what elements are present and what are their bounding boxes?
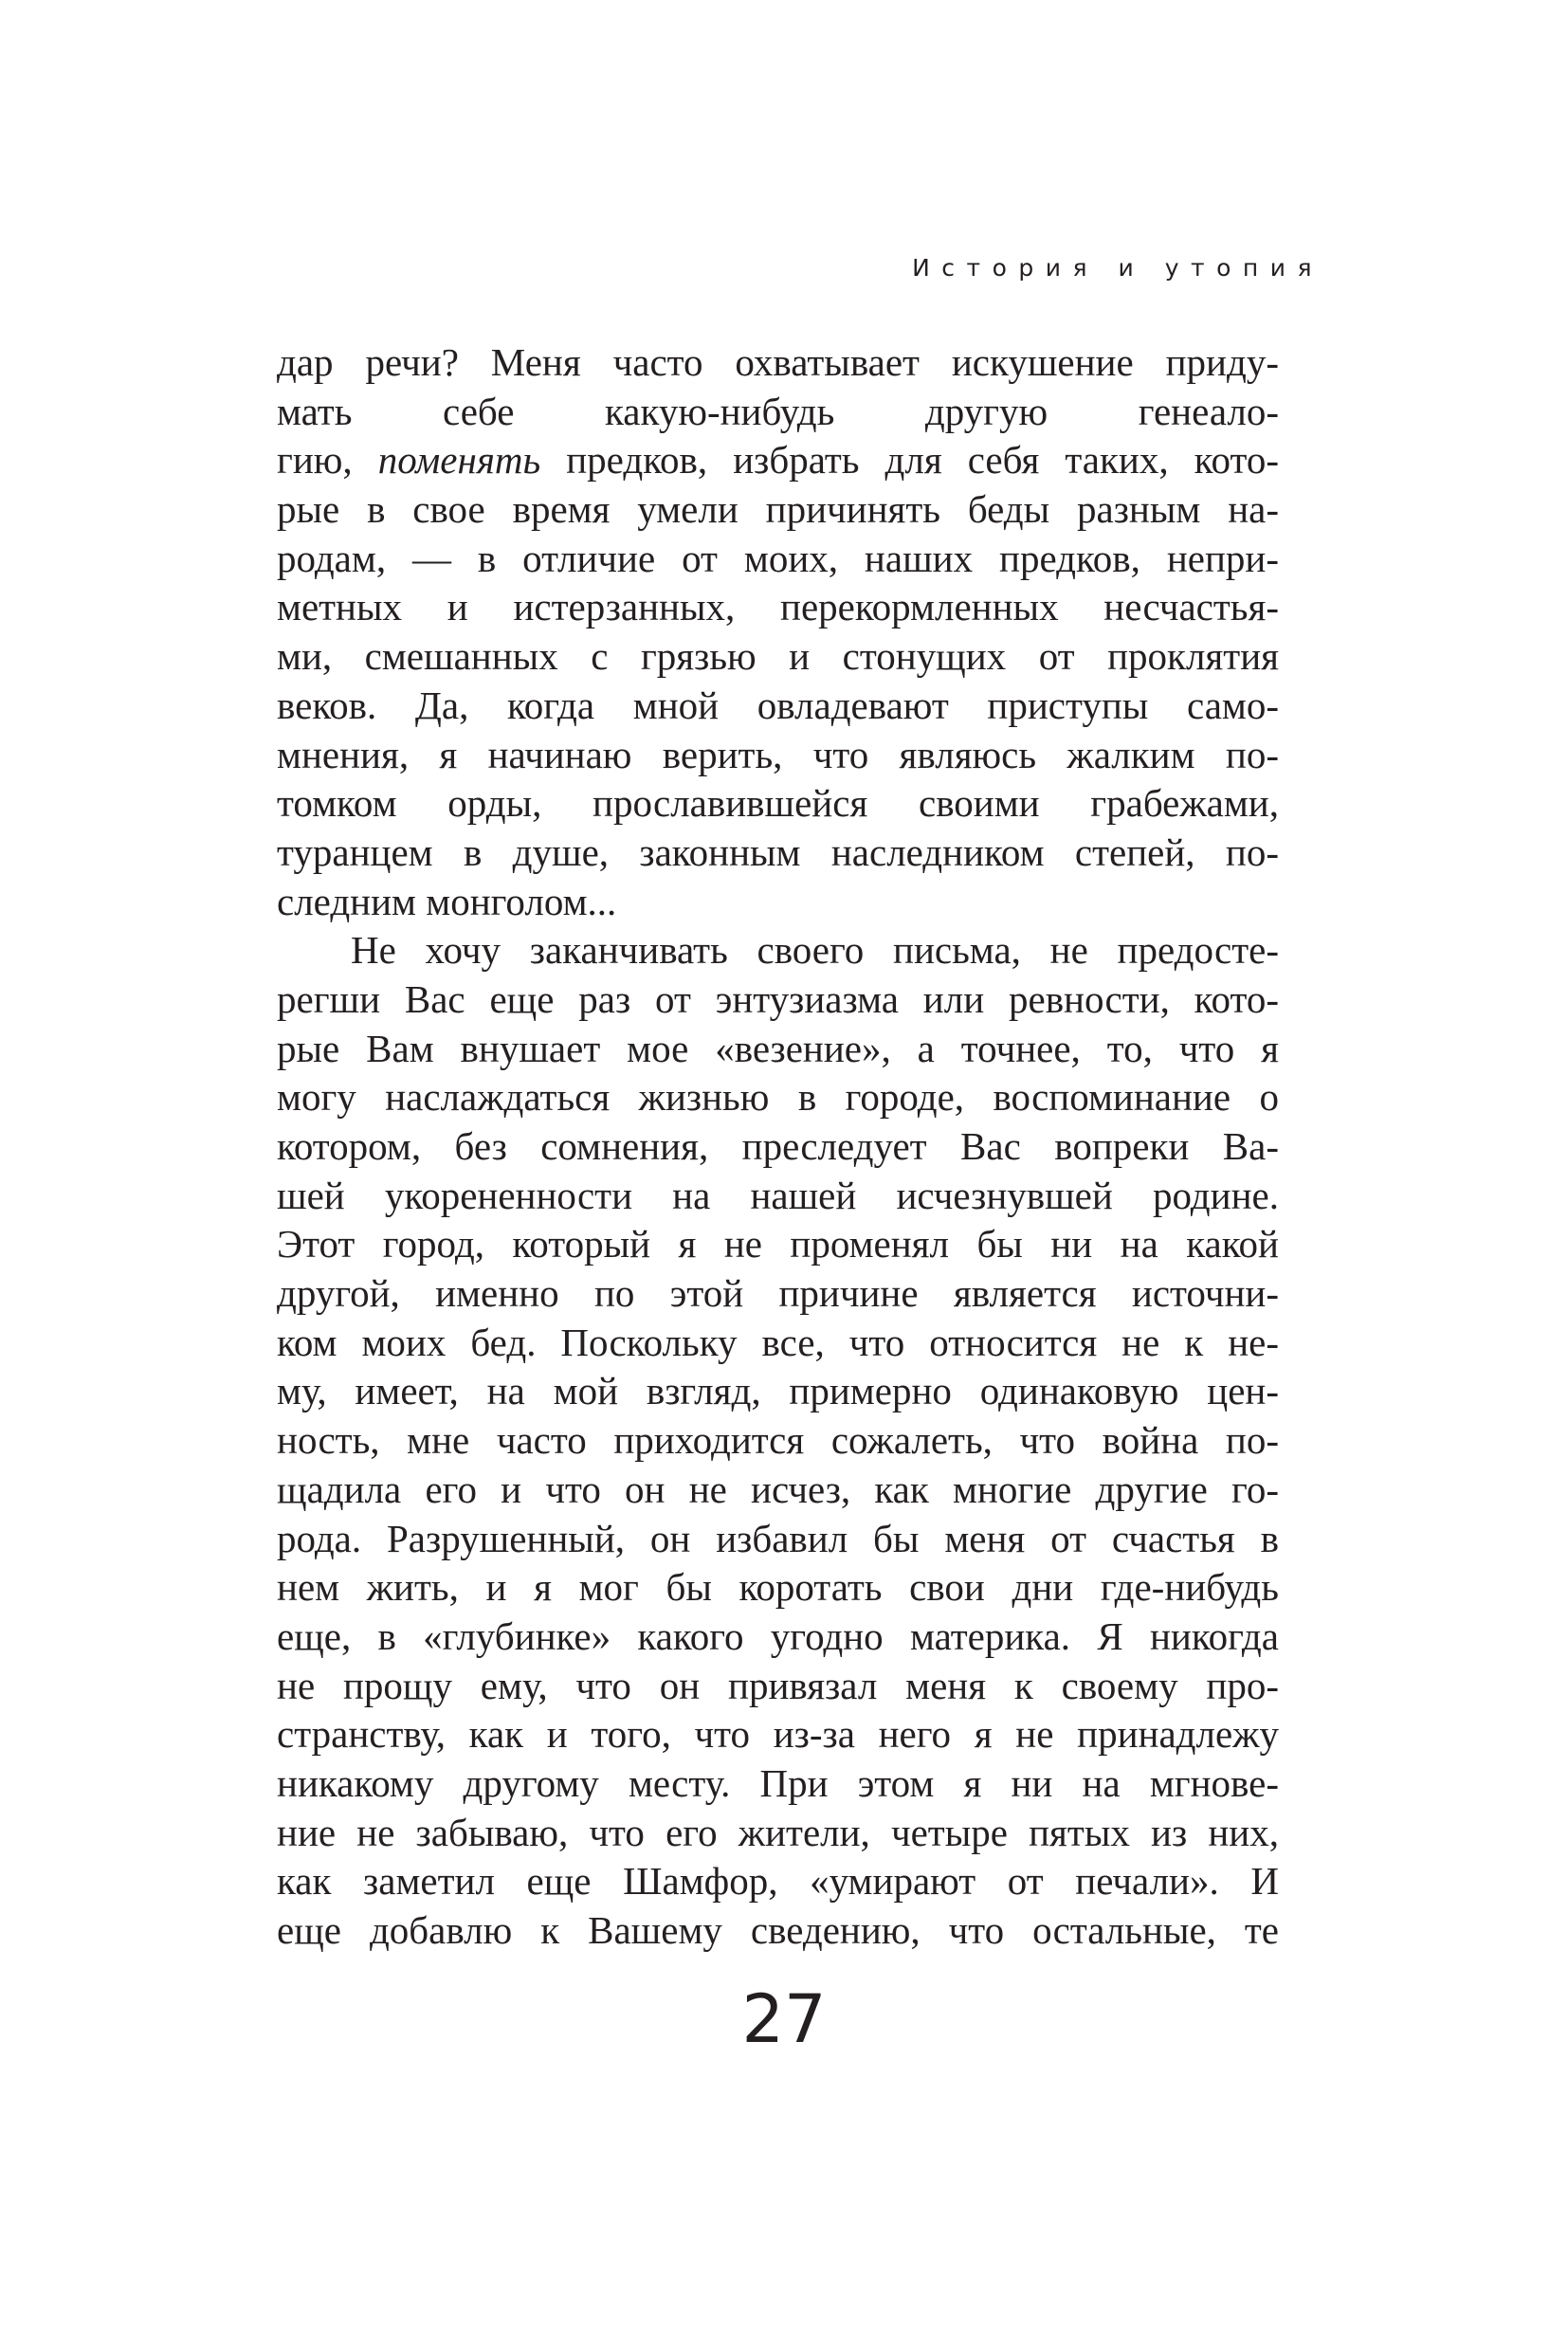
text-line: ком моих бед. Поскольку все, что относится не к не-	[277, 1320, 1279, 1364]
text-line: не прощу ему, что он привязал меня к своему про-	[277, 1663, 1279, 1707]
text-line: щадила его и что он не исчез, как многие другие го-	[277, 1467, 1279, 1511]
text-line: рые в свое время умели причинять беды разным на-	[277, 487, 1279, 532]
running-head: История и утопия	[912, 254, 1323, 282]
text-line: могу наслаждаться жизнью в городе, воспоминание о	[277, 1075, 1279, 1120]
text-line-part: предков, избрать для себя таких, кото-	[540, 438, 1280, 483]
text-line: рода. Разрушенный, он избавил бы меня от счастья в	[277, 1516, 1279, 1560]
text-line-part: гию,	[277, 438, 378, 483]
italic-word: поменять	[377, 438, 541, 483]
text-line: ность, мне часто приходится сожалеть, что война по-	[277, 1418, 1279, 1463]
text-line: томком орды, прославившейся своими грабежами,	[277, 781, 1279, 826]
text-line	[277, 436, 1279, 485]
text-line: родам, — в отличие от моих, наших предков, непри-	[277, 536, 1279, 580]
page-number: 27	[741, 1980, 827, 2058]
text-line: туранцем в душе, законным наследником степей, по-	[277, 829, 1279, 874]
text-line: следним монголом...	[277, 879, 617, 923]
text-line: метных и истерзанных, перекормленных несчастья-	[277, 585, 1279, 629]
text-line: еще добавлю к Вашему сведению, что остальные, те	[277, 1908, 1279, 1952]
text-line: никакому другому месту. При этом я ни на мгнове-	[277, 1760, 1279, 1805]
text-line: рые Вам внушает мое «везение», а точнее, то, что я	[277, 1026, 1279, 1070]
text-line: котором, без сомнения, преследует Вас вопреки Ва-	[277, 1124, 1279, 1168]
text-line: му, имеет, на мой взгляд, примерно одинаковую цен-	[277, 1369, 1279, 1413]
body-text	[277, 338, 1279, 1956]
text-line: ми, смешанных с грязью и стонущих от проклятия	[277, 634, 1279, 679]
text-line: странству, как и того, что из-за него я не принадлежу	[277, 1712, 1279, 1757]
text-line: шей укорененности на нашей исчезнувшей родине.	[277, 1173, 1279, 1217]
text-line: мать себе какую-нибудь другую генеало-	[277, 389, 1279, 433]
text-line: веков. Да, когда мной овладевают приступы само-	[277, 683, 1279, 727]
text-line: дар речи? Меня часто охватывает искушение приду-	[277, 340, 1279, 384]
text-line: регши Вас еще раз от энтузиазма или ревности, кото-	[277, 976, 1279, 1021]
text-line: нем жить, и я мог бы коротать свои дни где-нибудь	[277, 1565, 1279, 1610]
text-line: ние не забываю, что его жители, четыре пятых из них,	[277, 1810, 1279, 1854]
text-line: Этот город, который я не променял бы ни на какой	[277, 1222, 1279, 1267]
text-line: еще, в «глубинке» какого угодно материка. Я никогда	[277, 1613, 1279, 1658]
text-line: мнения, я начинаю верить, что являюсь жалким по-	[277, 732, 1279, 776]
text-line: как заметил еще Шамфор, «умирают от печали». И	[277, 1859, 1279, 1904]
text-line: Не хочу заканчивать своего письма, не предосте-	[351, 928, 1279, 973]
text-line: другой, именно по этой причине является источни-	[277, 1271, 1279, 1316]
